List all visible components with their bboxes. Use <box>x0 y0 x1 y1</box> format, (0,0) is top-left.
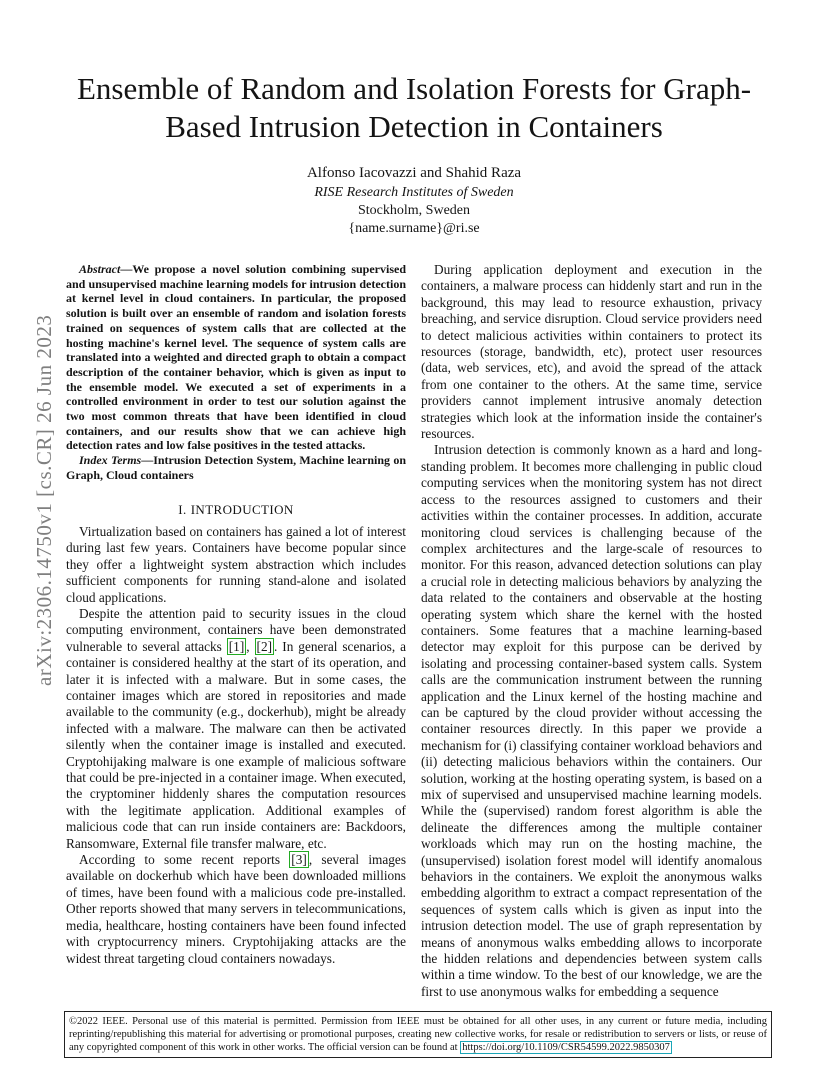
copyright-text: ©2022 IEEE. Personal use of this material is permitted. Permission from IEEE must be obtained for all other uses, in any current or future media, including reprinting/republishing this material for advertising or promotional purposes, creating new collective works, for resale or redistribution to servers or lists, or reuse of any copyrighted component of this work in other works. The official version can be found at <box>69 1016 767 1053</box>
citation-link-2[interactable]: [2] <box>256 638 273 654</box>
section-title: INTRODUCTION <box>190 501 294 517</box>
doi-link[interactable]: https://doi.org/10.1109/CSR54599.2022.9850307 <box>462 1042 670 1053</box>
index-terms-label: Index Terms <box>79 453 142 468</box>
left-column <box>66 262 406 967</box>
copyright-notice <box>64 1011 772 1058</box>
citation-link-1[interactable]: [1] <box>228 638 245 654</box>
citation-link-3[interactable]: [3] <box>291 852 307 868</box>
citation-separator: , <box>246 638 255 654</box>
section-heading <box>66 502 406 518</box>
right-paragraph-2: Intrusion detection is commonly known as a hard and long-standing problem. It becomes more challenging in public cloud computing services when the monitoring system has not direct access to the resources assigned to customers and their activities within the container processes. In addition, accurate monitoring cloud services is challenging because of the complex architectures and the large-scale of resources to monitor. For this reason, advanced detection solutions can play a crucial role in detecting malicious behaviors by analyzing the data related to the containers and observable at the hosting operating system which share the kernel with the hosted containers. Some features that a machine learning-based detector may exploit for this purpose can be derived by isolating and processing container-based system calls. System calls are the communication instrument between the running application and the Linux kernel of the hosting machine and can be captured by the cloud provider without accessing the container resources directly. In this paper we provide a mechanism for (i) classifying container workload behaviors and (ii) detecting malicious behaviors within the containers. Our solution, working at the hosting operating system, is based on a mix of supervised and unsupervised machine learning models. While the (supervised) random forest algorithm is able the delineate the differences among the multiple container workloads which may run on the hosting machine, the (unsupervised) isolation forest model will identify anomalous behaviors in the containers. We exploit the anonymous walks embedding algorithm to extract a compact representation of the sequences of system calls which is given as input into the intrusion detection model. The use of graph representation by means of anonymous walks embedding allows to incorporate the hidden relations and dependencies between system calls within a time window. To the best of our knowledge, we are the first to use anonymous walks for embedding a sequence <box>421 442 762 999</box>
intro-paragraph-1: Virtualization based on containers has gained a lot of interest during last few years. Containers have become popular since they offer a lightweight system abstraction which includes sufficient components for running stand-alone and isolated cloud applications. <box>66 523 406 605</box>
intro-paragraph-2-end: . In general scenarios, a container is considered healthy at the start of its operation, and later it is infected with a malware. But in some cases, the container images which are stored in repositories and made available to the community (e.g., dockerhub), might be already infected with a malware. The malware can then be activated silently when the container image is installed and executed. Cryptohijaking malware is one example of malicious software that could be pre-injected in a container image. When executed, the cryptominer hiddenly shares the computation resources with the legitimate application. Additional examples of malicious code that can run inside containers are: Backdoors, Ransomware, External file transfer malware, etc. <box>66 638 406 851</box>
abstract-label: Abstract <box>79 262 121 276</box>
section-number: I. <box>178 501 187 517</box>
right-column <box>421 262 762 1000</box>
abstract <box>66 262 406 453</box>
intro-paragraph-2-start: Despite the attention paid to security issues in the cloud computing environment, containers have been demonstrated vulnerable to several attacks <box>66 605 406 654</box>
author-block <box>210 164 618 238</box>
index-terms <box>66 453 406 482</box>
right-paragraph-1: During application deployment and execution in the containers, a malware process can hiddenly start and run in the background, this may lead to resource exhaustion, privacy breaching, and service disruption. Cloud service providers need to detect malicious activities within containers to protect its resources (storage, bandwidth, etc), protect user resources (data, web services, etc), and avoid the spread of the attack from one container to the others. At the same time, service providers cannot implement intrusive anomaly detection strategies which look at the information inside the container's resources. <box>421 262 762 442</box>
author-location: Stockholm, Sweden <box>358 203 470 218</box>
abstract-text: —We propose a novel solution combining supervised and unsupervised machine learning models for intrusion detection at kernel level in cloud containers. In particular, the proposed solution is built over an ensemble of random and isolation forests trained on sequences of system calls that are collected at the hosting machine's kernel level. The sequence of system calls are translated into a weighted and directed graph to obtain a compact description of the container behavior, which is given as input to the ensemble model. We executed a set of experiments in a controlled environment in order to test our solution against the two most common threats that have been identified in cloud containers, and our results show that we can achieve high detection rates and low false positives in the tested attacks. <box>66 262 406 453</box>
paper-title: Ensemble of Random and Isolation Forests for Graph-Based Intrusion Detection in Containers <box>76 71 752 144</box>
author-email: {name.surname}@ri.se <box>348 221 480 236</box>
intro-paragraph-3 <box>66 852 406 967</box>
intro-paragraph-2 <box>66 606 406 852</box>
author-names: Alfonso Iacovazzi and Shahid Raza <box>306 165 522 181</box>
intro-paragraph-3-end: , several images available on dockerhub which have been downloaded millions of times, have been found with a malicious code pre-installed. Other reports showed that many servers in telecommunications, media, healthcare, hosting containers have been found infected with cryptocurrency miners. Cryptohijaking attacks are the widest threat targeting cloud containers nowadays. <box>66 852 406 966</box>
author-affiliation: RISE Research Institutes of Sweden <box>314 185 514 200</box>
arxiv-identifier: arXiv:2306.14750v1 [cs.CR] 26 Jun 2023 <box>32 314 56 686</box>
intro-paragraph-3-start: According to some recent reports <box>79 852 290 868</box>
index-terms-text: —Intrusion Detection System, Machine learning on Graph, Cloud containers <box>66 453 407 482</box>
